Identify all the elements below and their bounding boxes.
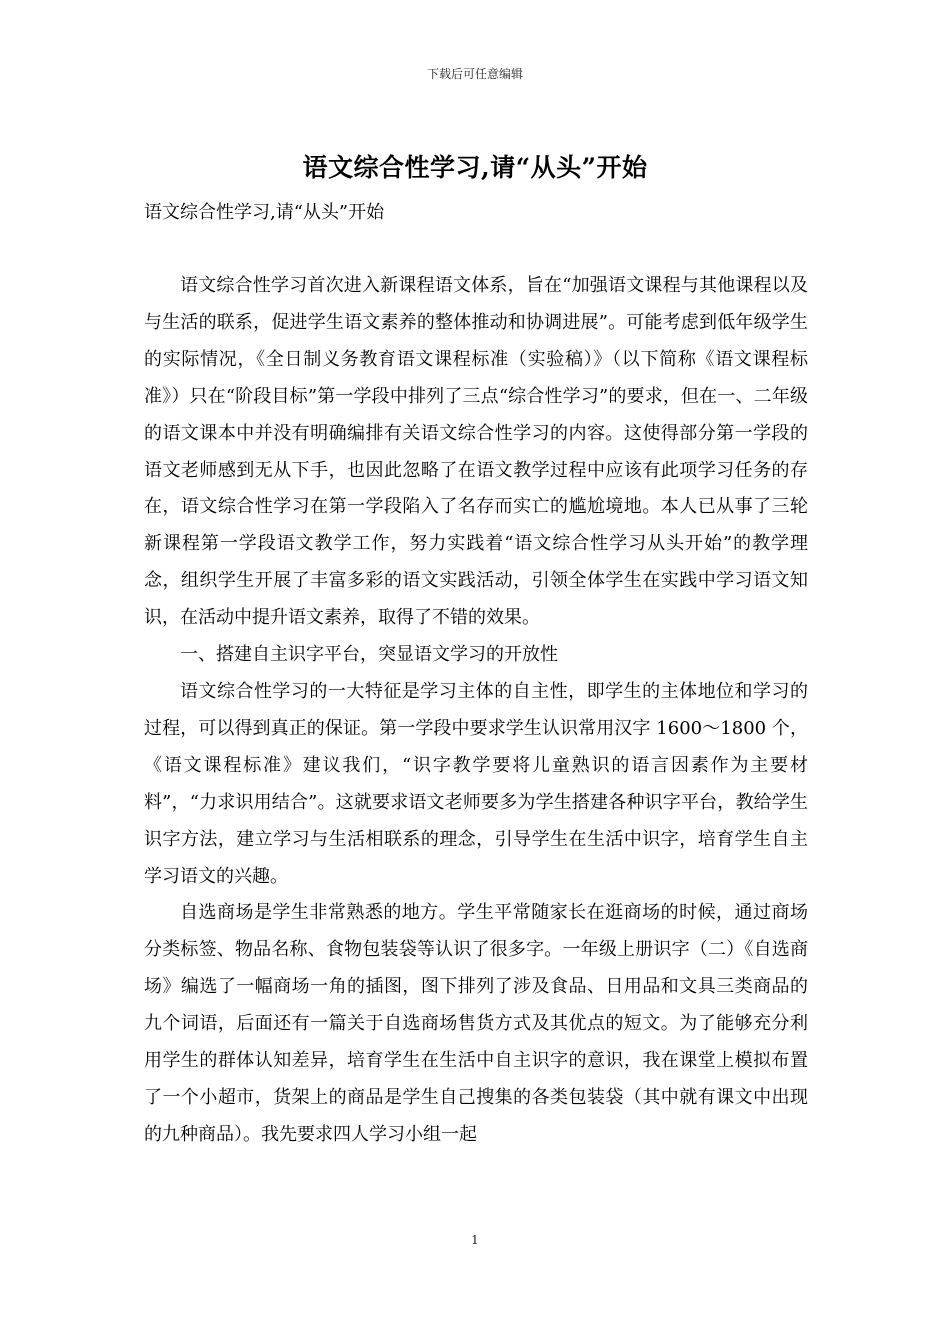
document-subtitle: 语文综合性学习,请“从头”开始 — [144, 202, 385, 223]
document-title: 语文综合性学习,请“从头”开始 — [302, 153, 648, 182]
page-number: 1 — [471, 1233, 479, 1247]
paragraph-section-1-b: 自选商场是学生非常熟悉的地方。学生平常随家长在逛商场的时候，通过商场分类标签、物品名称、食物包装袋等认识了很多字。一年级上册识字（二）《自选商场》编选了一幅商场一角的插图，图下排列了涉及食品、日用品和文具三类商品的九个词语，后面还有一篇关于自选商场售货方式及其优点的短文。为了能够充分利用学生的群体认知差异，培育学生在生活中自主识字的意识，我在课堂上模拟布置了一个小超市，货架上的商品是学生自己搜集的各类包装袋（其中就有课文中出现的九种商品）。我先要求四人学习小组一起 — [144, 902, 808, 1145]
document-body — [144, 268, 808, 1154]
section-heading-1: 一、搭建自主识字平台，突显语文学习的开放性 — [180, 644, 558, 666]
header-note: 下载后可任意编辑 — [426, 67, 523, 81]
paragraph-section-1-a: 语文综合性学习的一大特征是学习主体的自主性，即学生的主体地位和学习的过程，可以得到真正的保证。第一学段中要求学生认识常用汉字 1600～1800 个，《语文课程标准》建议我们，“识字教学要将儿童熟识的语言因素作为主要材料”，“力求识用结合”。这就要求语文老师要多为学生搭建各种识字平台，教给学生识字方法，建立学习与生活相联系的理念，引导学生在生活中识字，培育学生自主学习语文的兴趣。 — [144, 680, 808, 887]
paragraph-intro: 语文综合性学习首次进入新课程语文体系，旨在“加强语文课程与其他课程以及与生活的联系，促进学生语文素养的整体推动和协调进展”。可能考虑到低年级学生的实际情况，《全日制义务教育语文课程标准（实验稿）》（以下简称《语文课程标准》）只在“阶段目标”第一学段中排列了三点“综合性学习”的要求，但在一、二年级的语文课本中并没有明确编排有关语文综合性学习的内容。这使得部分第一学段的语文老师感到无从下手，也因此忽略了在语文教学过程中应该有此项学习任务的存在，语文综合性学习在第一学段陷入了名存而实亡的尴尬境地。本人已从事了三轮新课程第一学段语文教学工作，努力实践着“语文综合性学习从头开始”的教学理念，组织学生开展了丰富多彩的语文实践活动，引领全体学生在实践中学习语文知识，在活动中提升语文素养，取得了不错的效果。 — [144, 275, 808, 629]
